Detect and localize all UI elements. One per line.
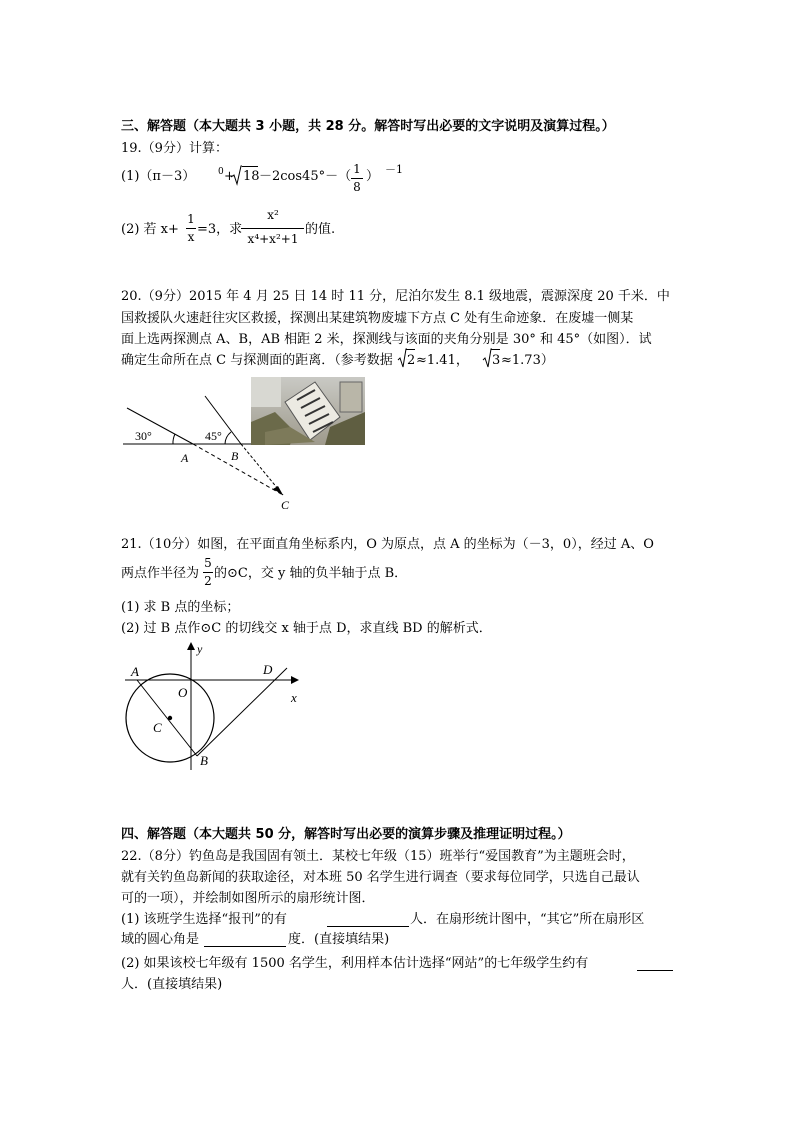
q20-line4-text-b: ≈1.41， xyxy=(416,353,469,368)
q19-p2-text-a: (2) 若 x+ xyxy=(121,222,179,237)
point-d-label: D xyxy=(263,662,273,677)
q19-p2-frac2-num: x² xyxy=(267,208,279,222)
point-a-label: A xyxy=(181,451,189,465)
y-axis-label: y xyxy=(197,642,203,656)
angle-arc xyxy=(173,434,175,444)
q20-sqrt3-arg: 3 xyxy=(492,353,501,368)
origin-label: O xyxy=(178,685,188,700)
q20-line2: 国救援队火速赶往灾区救援，探测出某建筑物废墟下方点 C 处有生命迹象．在废墟一侧某 xyxy=(121,311,634,326)
angle-45-label: 45° xyxy=(205,429,222,443)
section4-heading: 四、解答题（本大题共 50 分，解答时写出必要的演算步骤及推理证明过程。） xyxy=(121,827,571,842)
q19-p1-text-a: (1)（π－3） xyxy=(121,169,196,184)
q21-line2-text-b: 的⊙C，交 y 轴的负半轴于点 B． xyxy=(214,566,408,581)
q19-p1-text-d: ） xyxy=(366,169,380,184)
frac-bar xyxy=(241,228,304,229)
q19-p1-frac-num: 1 xyxy=(353,162,361,176)
q21-part1: (1) 求 B 点的坐标； xyxy=(121,600,240,615)
q21-frac-den: 2 xyxy=(204,574,212,588)
tangent-bd xyxy=(197,668,287,756)
q20-sqrt2-arg: 2 xyxy=(407,353,416,368)
q22-p1-text-c: 域的圆心角是 xyxy=(121,932,200,947)
point-c-label: C xyxy=(281,498,290,512)
q20-line1: 20.（9分）2015 年 4 月 25 日 14 时 11 分，尼泊尔发生 8.1 级地震，震源深度 20 千米．中 xyxy=(121,289,670,304)
x-axis-arrow-icon xyxy=(291,676,299,684)
frac-bar xyxy=(186,228,196,229)
q19-p1-plus: + xyxy=(224,169,235,184)
q19-p2-frac2-den: x⁴+x²+1 xyxy=(247,232,299,246)
point-c-label: C xyxy=(153,720,162,735)
q21-part2: (2) 过 B 点作⊙C 的切线交 x 轴于点 D，求直线 BD 的解析式． xyxy=(121,621,492,636)
sqrt-overline xyxy=(406,349,415,350)
q21-figure xyxy=(115,640,315,775)
sqrt-overline xyxy=(242,166,258,167)
sqrt-overline xyxy=(491,349,500,350)
q19-p1-text-c: －2cos45°－（ xyxy=(259,169,352,184)
q21-line2-text-a: 两点作半径为 xyxy=(121,566,200,581)
point-b-label: B xyxy=(231,449,239,463)
q21-line1: 21.（10分）如图，在平面直角坐标系内，O 为原点，点 A 的坐标为（－3，0），经过 A、O xyxy=(121,537,654,552)
q20-line4-text-a: 确定生命所在点 C 与探测面的距离．（参考数据 xyxy=(121,353,393,368)
q19-title: 19.（9分）计算： xyxy=(121,141,228,156)
q19-p1-exponent-zero: 0 xyxy=(218,167,224,177)
section3-heading: 三、解答题（本大题共 3 小题，共 28 分。解答时写出必要的文字说明及演算过程。） xyxy=(121,119,615,134)
q22-line2: 就有关钓鱼岛新闻的获取途径，对本班 50 名学生进行调查（要求每位同学，只选自己最认 xyxy=(121,870,640,885)
answer-blank[interactable] xyxy=(204,946,286,947)
q19-p2-frac1-den: x xyxy=(187,230,195,244)
q22-p2-text-a: (2) 如果该校七年级有 1500 名学生，利用样本估计选择“网站”的七年级学生约有 xyxy=(121,956,589,971)
q19-p2-text-c: 的值. xyxy=(305,222,336,237)
q22-p2-text-b: 人．(直接填结果) xyxy=(121,977,223,992)
sqrt-sign-icon xyxy=(397,348,407,370)
angle-30-label: 30° xyxy=(135,429,152,443)
answer-blank[interactable] xyxy=(637,970,673,971)
q19-p2-frac1-num: 1 xyxy=(187,212,195,226)
q20-line4-text-c: ≈1.73） xyxy=(501,353,554,368)
frac-bar xyxy=(351,178,363,179)
q20-line3: 面上选两探测点 A、B，AB 相距 2 米，探测线与该面的夹角分别是 30° 和 45°（如图）．试 xyxy=(121,332,652,347)
diameter-ab xyxy=(137,680,197,756)
sqrt-sign-icon xyxy=(482,348,492,370)
q20-figure xyxy=(115,372,375,512)
point-b-label: B xyxy=(200,753,208,768)
earthquake-rubble-photo xyxy=(251,377,365,445)
q22-line1: 22.（8分）钓鱼岛是我国固有领土．某校七年级（15）班举行“爱国教育”为主题班会时， xyxy=(121,849,635,864)
answer-blank[interactable] xyxy=(327,926,409,927)
q21-frac-num: 5 xyxy=(204,556,212,570)
q22-p1-text-d: 度．(直接填结果) xyxy=(288,932,390,947)
angle-arc xyxy=(225,432,231,444)
frac-bar xyxy=(203,572,213,573)
q19-p1-sqrt-arg: 18 xyxy=(243,169,260,184)
point-a-label: A xyxy=(131,664,139,679)
y-axis-arrow-icon xyxy=(187,642,195,650)
sqrt-sign-icon xyxy=(230,165,242,187)
q22-p1-text-a: (1) 该班学生选择“报刊”的有 xyxy=(121,912,287,927)
q19-p1-frac-den: 8 xyxy=(353,180,361,194)
q22-line3: 可的一项），并绘制如图所示的扇形统计图． xyxy=(121,891,375,906)
q19-p2-text-b: =3，求 xyxy=(197,222,243,237)
q19-p1-exponent: －1 xyxy=(385,163,403,176)
q22-p1-text-b: 人．在扇形统计图中，“其它”所在扇形区 xyxy=(410,912,645,927)
x-axis-label: x xyxy=(291,690,297,705)
